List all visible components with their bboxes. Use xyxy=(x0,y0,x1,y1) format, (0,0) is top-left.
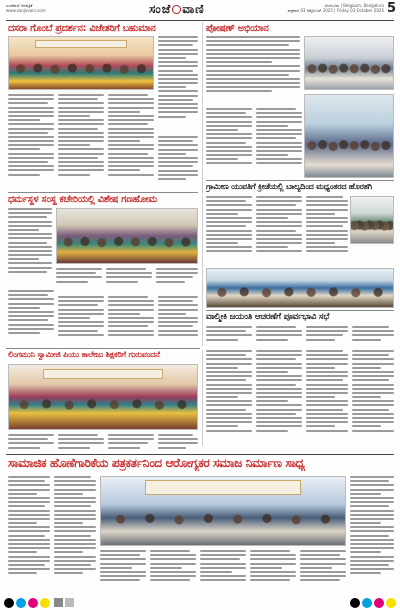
column-divider xyxy=(202,196,203,346)
article-text-col xyxy=(206,196,252,266)
headline-valmiki-jayanti: ವಾಲ್ಮೀಕಿ ಜಯಂತಿ ಆಚರಣೆಗೆ ಪೂರ್ವಭಾವಿ ಸಭೆ xyxy=(206,312,330,322)
registration-mark-icon xyxy=(65,598,74,607)
article-text-col xyxy=(150,550,196,590)
article-text-col xyxy=(256,196,302,266)
photo-people xyxy=(351,218,393,243)
article-text-col xyxy=(108,94,154,190)
headline-dharmasthala: ಧರ್ಮಸ್ಥಳ ಸಂಸ್ಥ ಕಚೇರಿಯಲ್ಲಿ ವಿಶೇಷ ಗಣಹೋಮ xyxy=(8,194,158,205)
article-text-col xyxy=(306,326,348,346)
photo-banner xyxy=(145,480,301,495)
article-text-col xyxy=(306,196,348,266)
article-text-col xyxy=(158,136,198,190)
photo-people xyxy=(305,60,393,89)
article-text-col xyxy=(106,268,152,292)
registration-mark-icon xyxy=(386,598,396,608)
header-meta-right-line1: ಬೆಂಗಳೂರು | Belgaum, Bengaluru xyxy=(324,3,384,8)
article-text-col xyxy=(158,36,198,132)
article-text-col xyxy=(8,208,52,286)
article-text-col xyxy=(256,350,302,446)
article-text-col xyxy=(200,550,246,590)
registration-mark-icon xyxy=(54,598,63,607)
article-text-col xyxy=(300,550,346,590)
article-text-col xyxy=(58,434,104,452)
masthead-left: ಸಂಜೆ xyxy=(149,2,172,16)
photo-poshan-group xyxy=(304,94,394,178)
page-number: 5 xyxy=(386,1,396,16)
article-text-col xyxy=(8,476,50,590)
photo-banner xyxy=(43,369,163,379)
column-divider xyxy=(202,22,203,194)
registration-mark-icon xyxy=(40,598,50,608)
registration-mark-icon xyxy=(350,598,360,608)
article-text-col xyxy=(54,476,96,590)
masthead-logo xyxy=(149,2,205,17)
headline-gurunavandane: ಲಿಂಗಮುನಿ ಸ್ವಾಮೀಜಿ ಪಿಯು ಕಾಲೇಜು ಶಿಕ್ಷಕರಿಗೆ ಗುರುವಂದನೆ xyxy=(8,350,160,359)
article-text-col xyxy=(108,434,154,452)
photo-teachers-felicitation xyxy=(8,364,198,430)
headline-dasara-dolls: ದಸರಾ ಗೊಂಬೆ ಪ್ರದರ್ಶನ: ವಿಜೇತರಿಗೆ ಬಹುಮಾನ xyxy=(8,23,156,34)
article-text-col xyxy=(158,296,198,342)
photo-people xyxy=(9,60,153,89)
registration-mark-icon xyxy=(374,598,384,608)
page-header xyxy=(6,3,396,19)
photo-journalism-event xyxy=(100,476,346,546)
section-rule xyxy=(206,180,394,181)
article-text-col xyxy=(8,94,54,190)
header-meta-left-line2: www.sanjevani.com xyxy=(6,8,46,13)
photo-banner xyxy=(35,40,127,48)
article-text-col xyxy=(58,296,104,342)
article-text-col xyxy=(158,434,198,452)
photo-ganahoma xyxy=(56,208,198,264)
header-rule xyxy=(6,20,394,21)
article-text-col xyxy=(250,550,296,590)
article-text-col xyxy=(108,296,154,342)
article-text-col xyxy=(100,550,146,590)
photo-dasara-event xyxy=(8,36,154,90)
article-text-col xyxy=(58,94,104,190)
headline-journalism: ಸಾಮಾಜಿಕ ಹೊಣೆಗಾರಿಕೆಯ ಪತ್ರಕರ್ತನಿಂದ ಆರೋಗ್ಯಕರ ಸಮಾಜ ನಿರ್ಮಾಣ ಸಾಧ್ಯ xyxy=(8,456,305,470)
photo-people xyxy=(207,286,393,307)
section-rule xyxy=(6,348,200,349)
photo-poshan-meeting xyxy=(304,36,394,90)
header-meta-right xyxy=(288,3,384,13)
header-meta-left-line1: ಸಂಜೆವಾಣಿ ದಿನಪತ್ರಿಕೆ xyxy=(6,3,33,8)
article-text-col xyxy=(350,476,394,590)
article-text-col xyxy=(256,326,302,346)
article-text-col xyxy=(8,290,54,342)
article-text-col xyxy=(306,350,348,446)
header-meta-right-line2: ಶುಕ್ರವಾರ 03 ಅಕ್ಟೋಬರ್ 2025 | Friday 03 October 2025 xyxy=(287,8,384,13)
column-divider xyxy=(202,350,203,446)
article-text-col xyxy=(206,326,252,346)
article-text-col xyxy=(352,326,394,346)
article-text-col xyxy=(8,434,54,452)
section-rule xyxy=(6,454,394,455)
registration-mark-icon xyxy=(4,598,14,608)
photo-people xyxy=(101,508,345,545)
masthead-emblem-icon xyxy=(172,5,181,14)
registration-mark-icon xyxy=(362,598,372,608)
article-text-col xyxy=(206,108,252,178)
section-rule xyxy=(8,192,198,193)
article-text-col xyxy=(56,268,102,292)
header-meta-left xyxy=(6,3,46,13)
article-text-col xyxy=(206,36,300,106)
article-text-col xyxy=(156,268,198,292)
photo-sports-team xyxy=(206,268,394,308)
masthead-right: ವಾಣಿ xyxy=(182,2,205,16)
article-text-col xyxy=(256,108,302,178)
article-text-col xyxy=(206,350,252,446)
registration-mark-icon xyxy=(28,598,38,608)
photo-people xyxy=(57,233,197,263)
article-text-col xyxy=(352,350,394,446)
headline-rural-sports: ಗ್ರಾಮೀಣ ಯುವತಿಗೆ ಕ್ರೀಡೆಯಲ್ಲಿ ಬಾಲ್ಯದಿಂದ ಮಧ್ಯಂತರದ ಹೊರತಗಿ xyxy=(206,182,372,191)
section-rule xyxy=(206,310,394,311)
registration-mark-icon xyxy=(16,598,26,608)
photo-sports-award xyxy=(350,196,394,244)
photo-people xyxy=(9,394,197,429)
headline-poshan-abhiyan: ಪೋಷಣ್ ಅಭಿಯಾನ xyxy=(206,23,269,34)
photo-people xyxy=(305,132,393,177)
